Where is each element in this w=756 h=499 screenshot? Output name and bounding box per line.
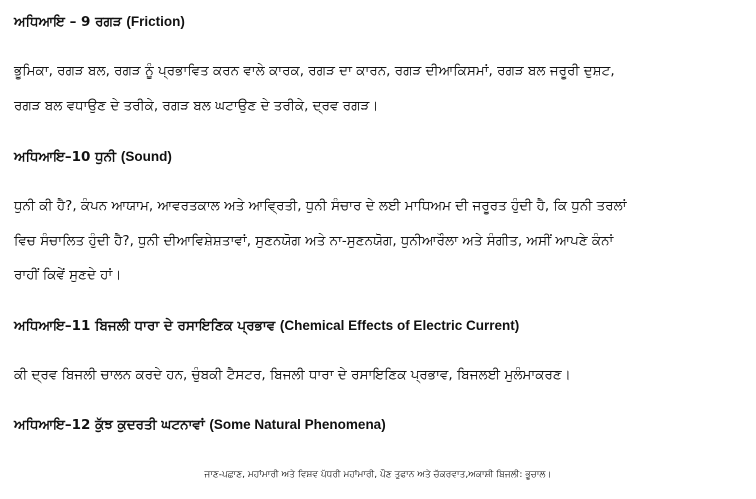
chapter-10-title-english: (Sound) bbox=[120, 149, 172, 164]
chapter-11-heading bbox=[14, 317, 519, 335]
chapter-10-title: ਅਧਿਆਇ–10 ਧੁਨੀ bbox=[14, 149, 117, 165]
chapter-10-text-line-1: ਧੁਨੀ ਕੀ ਹੈ?, ਕੰਪਨ ਆਯਾਮ, ਆਵਰਤਕਾਲ ਅਤੇ ਆਵ੍ਰਿਤੀ, ਧੁਨੀ ਸੰਚਾਰ ਦੇ ਲਈ ਮਾਧਿਅਮ ਦੀ ਜਰੂਰਤ ਹੁੰਦੀ ਹੈ, ਕਿ ਧੁਨੀ ਤਰਲਾਂ bbox=[14, 198, 627, 214]
chapter-12-title: ਅਧਿਆਇ–12 ਕੁੱਝ ਕੁਦਰਤੀ ਘਟਨਾਵਾਂ bbox=[14, 417, 205, 433]
chapter-9-heading bbox=[14, 13, 185, 31]
chapter-10-text-line-2: ਵਿਚ ਸੰਚਾਲਿਤ ਹੁੰਦੀ ਹੈ?, ਧੁਨੀ ਦੀਆਵਿਸ਼ੇਸ਼ਤਾਵਾਂ, ਸੁਣਨਯੋਗ ਅਤੇ ਨਾ-ਸੁਣਨਯੋਗ, ਧੁਨੀਆਰੌਲਾ ਅਤੇ ਸੰਗੀਤ, ਅਸੀਂ ਆਪਣੇ ਕੰਨਾਂ bbox=[14, 233, 614, 249]
chapter-9-title: ਅਧਿਆਇ – 9 ਰਗੜ bbox=[14, 14, 122, 30]
chapter-12-title-english: (Some Natural Phenomena) bbox=[209, 417, 386, 432]
chapter-10-heading bbox=[14, 148, 172, 166]
chapter-11-title-english: (Chemical Effects of Electric Current) bbox=[279, 318, 520, 333]
chapter-12-heading bbox=[14, 416, 386, 434]
chapter-11-title: ਅਧਿਆਇ–11 ਬਿਜਲੀ ਧਾਰਾ ਦੇ ਰਸਾਇਣਿਕ ਪ੍ਰਭਾਵ bbox=[14, 318, 276, 334]
chapter-9-title-english: (Friction) bbox=[126, 14, 185, 29]
chapter-12-text-line-1: ਜਾਣ-ਪਛਾਣ, ਮਹਾਂਮਾਰੀ ਅਤੇ ਵਿਸ਼ਵ ਪੱਧਰੀ ਮਹਾਂਮਾਰੀ, ਪੌਣ ਤੁਫਾਨ ਅਤੇ ਚੱਕਰਵਾਤ,ਅਕਾਸ਼ੀ ਬਿਜਲੀ: ਭੂਚਾਲ। bbox=[204, 470, 552, 480]
chapter-11-text-line-1: ਕੀ ਦ੍ਰਵ ਬਿਜਲੀ ਚਾਲਨ ਕਰਦੇ ਹਨ, ਚੁੰਬਕੀ ਟੈਸਟਰ, ਬਿਜਲੀ ਧਾਰਾ ਦੇ ਰਸਾਇਣਿਕ ਪ੍ਰਭਾਵ, ਬਿਜਲਈ ਮੁਲੰਮਾਕਰਣ। bbox=[14, 367, 571, 383]
chapter-9-text-line-2: ਰਗੜ ਬਲ ਵਧਾਉਣ ਦੇ ਤਰੀਕੇ, ਰਗੜ ਬਲ ਘਟਾਉਣ ਦੇ ਤਰੀਕੇ, ਦ੍ਰਵ ਰਗੜ। bbox=[14, 98, 379, 114]
chapter-10-text-line-3: ਰਾਹੀਂ ਕਿਵੇਂ ਸੁਣਦੇ ਹਾਂ। bbox=[14, 267, 122, 283]
chapter-9-text-line-1: ਭੂਮਿਕਾ, ਰਗੜ ਬਲ, ਰਗੜ ਨੂੰ ਪ੍ਰਭਾਵਿਤ ਕਰਨ ਵਾਲੇ ਕਾਰਕ, ਰਗੜ ਦਾ ਕਾਰਨ, ਰਗੜ ਦੀਆਕਿਸਮਾਂ, ਰਗੜ ਬਲ ਜਰੂਰੀ ਦੁਸ਼ਟ, bbox=[14, 63, 615, 79]
